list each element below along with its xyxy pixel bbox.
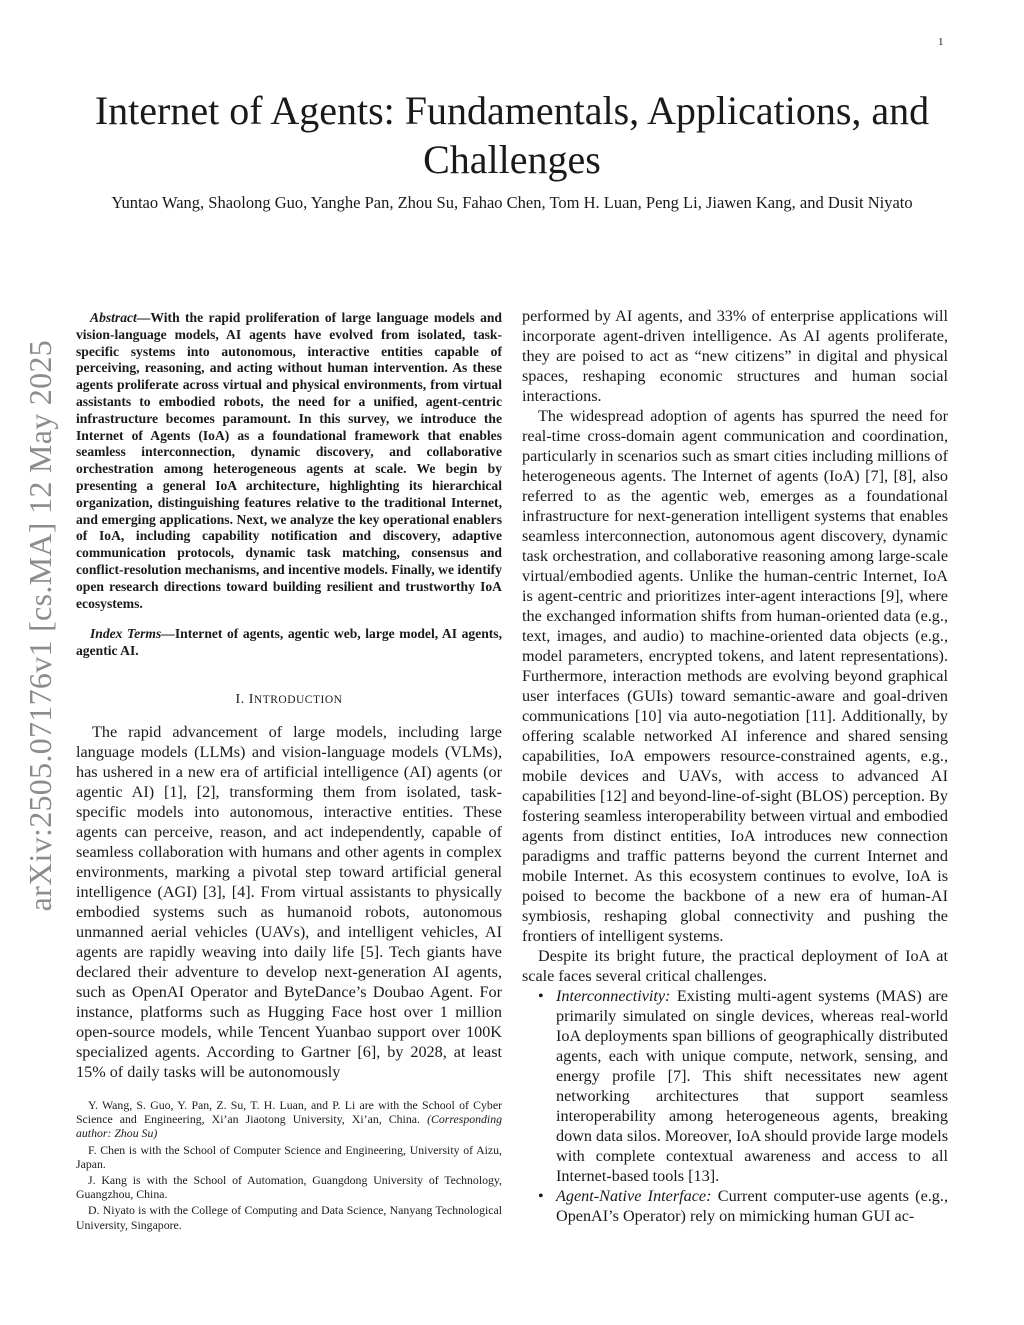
arxiv-identifier-text: arXiv:2505.07176v1 [cs.MA] 12 May 2025 [21,340,58,912]
author-list: Yuntao Wang, Shaolong Guo, Yanghe Pan, Zhou Su, Fahao Chen, Tom H. Luan, Peng Li, Jiawen Kang, and Dusit Niyato [111,193,913,212]
arxiv-identifier-stamp [14,340,66,940]
affiliation-footnotes [76,1098,502,1232]
intro-paragraph-1-continued: performed by AI agents, and 33% of enterprise applications will incorporate agent-driven intelligence. As AI agents proliferate, they are poised to act as “new citizens” in digital and physical spaces, reshaping economic structures and human social interactions. [522,307,948,405]
footnote-affiliation-1-text: Y. Wang, S. Guo, Y. Pan, Z. Su, T. H. Luan, and P. Li are with the School of Cyber Science and Engineering, Xi’an Jiaotong University, Xi’an, China. [76,1097,502,1127]
challenge-term: Interconnectivity: [556,987,671,1005]
page-number: 1 [938,36,944,48]
challenge-list [522,986,948,1226]
intro-paragraph-3: Despite its bright future, the practical deployment of IoA at scale faces several critical challenges. [522,947,948,985]
index-terms [76,626,502,660]
intro-paragraph-2: The widespread adoption of agents has spurred the need for real-time cross-domain agent communication and coordination, particularly in scenarios such as smart cities including millions of heterogeneous agents. The Internet of agents (IoA) [7], [8], also referred to as the agentic web, emerges as a foundational infrastructure for next-generation intelligent systems that enables seamless interconnection, autonomous agent discovery, dynamic task orchestration, and collaborative reasoning among large-scale virtual/embodied agents. Unlike the human-centric Internet, IoA is agent-centric and prioritizes inter-agent interactions [9], where the exchanged information shifts from human-oriented data (e.g., text, images, and audio) to machine-oriented data objects (e.g., model parameters, encrypted tokens, and latent representations). Furthermore, interaction methods are evolving beyond graphical user interfaces (GUIs) toward semantic-aware and goal-driven communications [10] via auto-negotiation [11]. Additionally, by offering scalable networked AI inference and shared sensing capabilities, IoA empowers resource-constrained agents, e.g., mobile devices and UAVs, with access to advanced AI capabilities [12] and beyond-line-of-sight (BLOS) perception. By fostering seamless interoperability between virtual and embodied agents from distinct entities, IoA introduces new connection paradigms and traffic patterns beyond the current Internet and mobile Internet. As this ecosystem continues to evolve, IoA is poised to become the backbone of a new era of human-AI symbiosis, reshaping global connectivity and pushing the frontiers of intelligent systems. [522,407,948,945]
section-heading-introduction [76,690,502,710]
challenge-term: Agent-Native Interface: [556,1187,712,1205]
section-initial: I [248,691,254,707]
footnote-affiliation-4: D. Niyato is with the College of Computing and Data Science, Nanyang Technological University, Singapore. [76,1203,502,1232]
section-title-rest: NTRODUCTION [253,693,343,706]
paper-title: Internet of Agents: Fundamentals, Applications, and Challenges [94,88,930,182]
index-terms-text: Internet of agents, agentic web, large model, AI agents, agentic AI. [76,626,502,659]
abstract-text: With the rapid proliferation of large language models and vision-language models, AI agents have evolved from isolated, task-specific systems into autonomous, interactive entities capable of perceiving, reasoning, and acting without human intervention. As these agents proliferate across virtual and physical environments, from virtual assistants to embodied robots, the need for a unified, agent-centric infrastructure becomes paramount. In this survey, we introduce the Internet of Agents (IoA) as a foundational framework that enables seamless interconnection, dynamic discovery, and collaborative orchestration among heterogeneous agents at scale. We begin by presenting a general IoA architecture, highlighting its hierarchical organization, distinguishing features relative to the traditional Internet, and emerging applications. Next, we analyze the key operational enablers of IoA, including capability notification and discovery, adaptive communication protocols, dynamic task matching, consensus and conflict-resolution mechanisms, and incentive models. Finally, we identify open research directions toward building resilient and trustworthy IoA ecosystems. [76,310,502,611]
challenge-text: Existing multi-agent systems (MAS) are primarily simulated on single devices, whereas real-world IoA deployments span billions of geographically distributed agents, each with unique compute, network, sensing, and energy profile [7]. This shift necessitates new agent networking architectures that support seamless interoperability among heterogeneous agents, breaking down data silos. Moreover, IoA should provide large models with complete contextual awareness and access to all Internet-based tools [13]. [556,987,948,1185]
left-column [76,306,502,1234]
corresponding-author-note: (Corresponding author: Zhou Su) [76,1112,502,1141]
intro-paragraph-1: The rapid advancement of large models, including large language models (LLMs) and vision-language models (VLMs), has ushered in a new era of artificial intelligence (AI) agents (or agentic AI) [1], [2], transforming them from isolated, task-specific models into autonomous, interactive entities. These agents can perceive, reason, and act independently, capable of seamless collaboration with humans and other agents in complex environments, marking a pivotal step toward artificial general intelligence (AGI) [3], [4]. From virtual assistants to physically embodied systems such as humanoid robots, autonomous unmanned aerial vehicles (UAVs), and intelligent vehicles, AI agents are rapidly weaving into daily life [5]. Tech giants have declared their adventure to develop next-generation AI agents, such as OpenAI Operator and ByteDance’s Doubao Agent. For instance, platforms such as Hugging Face host over 1 million open-source models, while Tencent Yuanbao support over 100K specialized agents. According to Gartner [6], by 2028, at least 15% of daily tasks will be autonomously [76,722,502,1081]
bullet-marker: • [538,1187,544,1205]
footnote-affiliation-2: F. Chen is with the School of Computer Science and Engineering, University of Aizu, Japan. [76,1142,502,1171]
abstract [76,310,502,612]
bullet-marker: • [538,987,544,1005]
right-column [522,306,948,1226]
challenge-item-agent-native-interface [522,1186,948,1226]
footnote-affiliation-3: J. Kang is with the School of Automation, Guangdong University of Technology, Guangzhou, China. [76,1172,502,1202]
section-numeral: I. [235,691,249,707]
challenge-text: Current computer-use agents (e.g., OpenAI’s Operator) rely on mimicking human GUI ac- [556,1187,948,1225]
challenge-item-interconnectivity [522,986,948,1186]
index-terms-label: Index Terms— [90,626,175,642]
footnote-affiliation-1 [76,1098,502,1141]
abstract-label: Abstract— [90,310,151,325]
